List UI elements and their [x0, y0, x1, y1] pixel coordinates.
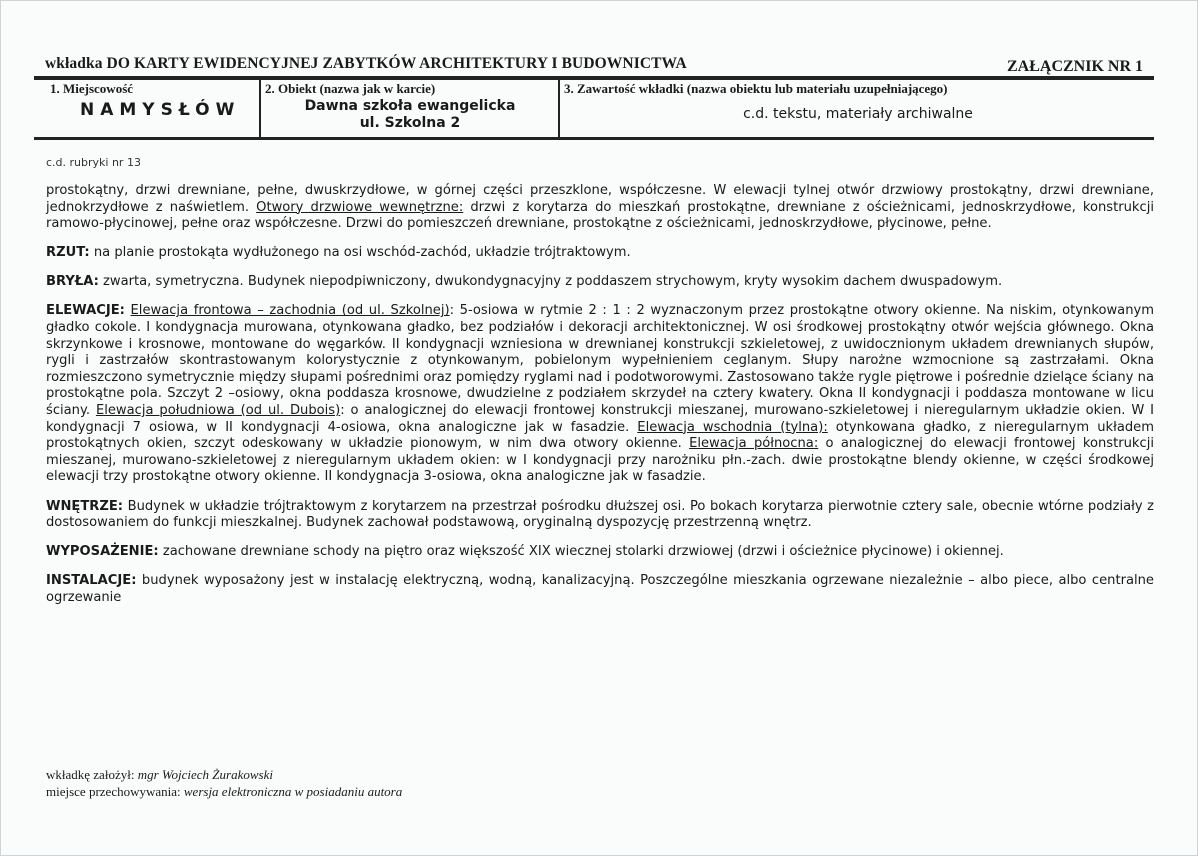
- paragraph: [46, 183, 1154, 233]
- paragraph-text: : 5-osiowa w rytmie 2 : 1 : 2 wyznaczonym przez prostokątne otwory okienne. Na niskim, otynkowanym gładko cokole. I kondygnacja murowana, otynkowana gładko, bez podziałów i dekoracji architektonicznej. W osi środkowej prostokątny otwór wejścia głównego. Okna skrzynkowe i krosnowe, montowane do węgarków. II kondygnacji wzniesiona w drewnianej konstrukcji szkieletowej, z uwidocznionym układem drewnianych słupów, rygli i zastrzałów skontrastowanym kolorystycznie z otynkowanym, pobielonym wypełnieniem ceglanym. Słupy narożne wzmocnione są zastrzałami. Okna rozmieszczono symetrycznie między słupami pośrednimi oraz pomiędzy ryglami nad i podotworowymi. Zastosowano także rygle piętrowe i pośrednie dzielące ściany na prostokątne pola. Szczyt 2 –osiowy, okna poddasza krosnowe, dwudzielne z podziałem skrzydeł na cztery kwatery. Okna II kondygnacji i poddasza montowane w licu ściany.: [46, 303, 1154, 419]
- subsection-title: Elewacja południowa (od ul. Dubois): [95, 403, 341, 419]
- continuation-note: c.d. rubryki nr 13: [46, 156, 141, 169]
- author-name: mgr Wojciech Żurakowski: [137, 767, 273, 782]
- paragraph: [46, 544, 1154, 561]
- paragraph: [46, 573, 1154, 606]
- document-title: wkładka DO KARTY EWIDENCYJNEJ ZABYTKÓW ARCHITEKTURY I BUDOWNICTWA: [45, 55, 687, 72]
- content-label: 3. Zawartość wkładki (nazwa obiektu lub materiału uzupełniającego): [564, 81, 948, 96]
- paragraph: [46, 245, 1154, 262]
- paragraph-text: drzwi z korytarza do mieszkań prostokątne, drewniane z ościeżnicami, jednoskrzydłowe, konstrukcji ramowo-płycinowej, pełne oraz współczesne. Drzwi do pomieszczeń drewniane, prostokątne z ościeżnicami, jednoskrzydłowe, płycinowe, pełne.: [46, 199, 1154, 232]
- subsection-title: Otwory drzwiowe wewnętrzne:: [256, 199, 464, 215]
- place-field: [46, 80, 258, 137]
- paragraph-text: : o analogicznej do elewacji frontowej konstrukcji mieszanej, murowano-szkieletowej i nieregularnym układzie okien. W I kondygnacji 7 osiowa, w II kondygnacji 4-osiowa, okna analogiczne jak w fasadzie.: [46, 403, 1155, 435]
- content-field: [558, 80, 1156, 137]
- paragraph-text: zwarta, symetryczna. Budynek niepodpiwniczony, dwukondygnacyjny z poddaszem strychowym, kryty wysokim dachem dwuspadowym.: [98, 274, 1003, 290]
- document-body: [46, 183, 1154, 619]
- section-heading: WNĘTRZE:: [46, 498, 124, 514]
- section-heading: WYPOSAŻENIE:: [46, 544, 159, 560]
- object-name: Dawna szkoła ewangelicka: [304, 98, 516, 114]
- subsection-title: Elewacja wschodnia (tylna):: [637, 419, 828, 435]
- paragraph-text: otynkowana gładko, z nieregularnym układem prostokątnych okien, szczyt odeskowany w układzie pionowym, w nim dwa otwory okienne.: [46, 419, 1154, 452]
- object-address: ul. Szkolna 2: [359, 115, 461, 131]
- content-value: c.d. tekstu, materiały archiwalne: [743, 106, 973, 122]
- footer: [46, 766, 402, 800]
- paragraph-text: Budynek w układzie trójtraktowym z korytarzem na przestrzał pośrodku dłuższej osi. Po bokach korytarza pierwotnie cztery sale, obecnie wtórne podziały z dostosowaniem do funkcji mieszkalnej. Budynek zachował podstawową, oryginalną dyspozycję przestrzenną wnętrz.: [46, 498, 1154, 531]
- object-field: [259, 80, 559, 137]
- section-heading: BRYŁA:: [46, 274, 99, 290]
- paragraph-text: prostokątny, drzwi drewniane, pełne, dwuskrzydłowe, w górnej części przeszklone, współczesne. W elewacji tylnej otwór drzwiowy prostokątny, drzwi drewniane, jednokrzydłowe z naświetlem.: [46, 183, 1154, 215]
- author-label: wkładkę założył:: [46, 767, 138, 782]
- annex-number: ZAŁĄCZNIK NR 1: [1006, 58, 1143, 75]
- paragraph: [46, 303, 1154, 486]
- header-bottom-rule: [34, 137, 1154, 140]
- place-label: 1. Miejscowość: [50, 81, 134, 96]
- paragraph: [46, 274, 1154, 291]
- paragraph-text: na planie prostokąta wydłużonego na osi wschód-zachód, układzie trójtraktowym.: [89, 245, 631, 261]
- paragraph-text: budynek wyposażony jest w instalację elektryczną, wodną, kanalizacyjną. Poszczególne mieszkania ogrzewane niezależnie – albo piece, albo centralne ogrzewanie: [46, 573, 1154, 605]
- storage-value: wersja elektroniczna w posiadaniu autora: [183, 784, 403, 799]
- section-heading: RZUT:: [46, 245, 90, 261]
- subsection-title: Elewacja frontowa – zachodnia (od ul. Szkolnej): [130, 303, 450, 319]
- section-heading: ELEWACJE:: [46, 303, 125, 319]
- paragraph-text: o analogicznej do elewacji frontowej konstrukcji mieszanej, murowano-szkieletowej z nieregularnym układem okien: w I kondygnacji przy narożniku płn.-zach. dwie prostokątne blendy okienne, w części środkowej elewacji trzy prostokątne otwory okienne. II kondygnacja 3-osiowa, okna analogiczne jak w fasadzie.: [46, 436, 1154, 485]
- object-label: 2. Obiekt (nazwa jak w karcie): [265, 81, 436, 96]
- place-value: NAMYSŁÓW: [80, 100, 241, 120]
- section-heading: INSTALACJE:: [46, 573, 137, 589]
- subsection-title: Elewacja północna:: [689, 436, 819, 452]
- paragraph-text: zachowane drewniane schody na piętro oraz większość XIX wiecznej stolarki drzwiowej (drzwi i ościeżnice płycinowe) i okiennej.: [158, 544, 1004, 560]
- paragraph: [46, 499, 1154, 532]
- storage-label: miejsce przechowywania:: [46, 784, 184, 799]
